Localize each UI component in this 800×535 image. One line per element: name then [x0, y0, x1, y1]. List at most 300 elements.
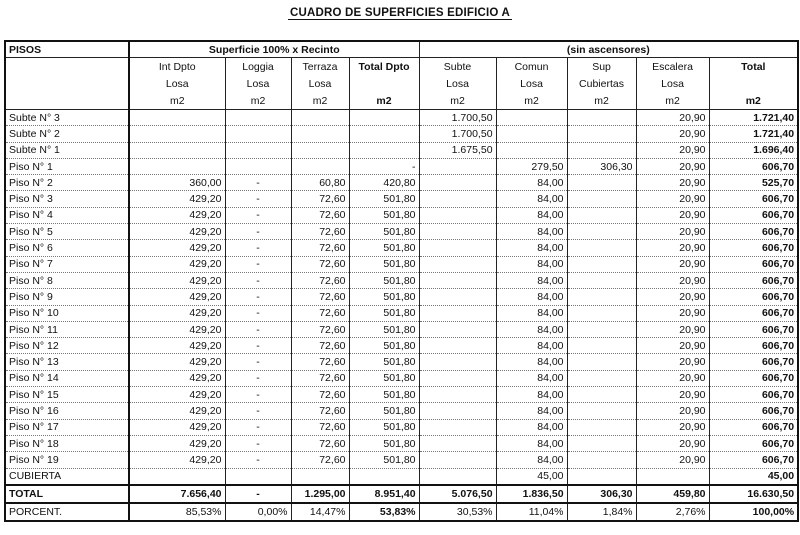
value-cell: 72,60: [291, 387, 349, 403]
value-cell: 606,70: [709, 240, 798, 256]
table-row: [5, 158, 798, 174]
value-cell: [419, 419, 496, 435]
table-row: [5, 175, 798, 191]
table-row: [5, 403, 798, 419]
value-cell: [291, 468, 349, 485]
value-cell: 429,20: [129, 191, 225, 207]
value-cell: 501,80: [349, 419, 419, 435]
value-cell: -: [349, 158, 419, 174]
value-cell: 7.656,40: [129, 485, 225, 503]
value-cell: [129, 110, 225, 126]
value-cell: [567, 435, 636, 451]
value-cell: 84,00: [496, 175, 567, 191]
value-cell: 72,60: [291, 370, 349, 386]
value-cell: 606,70: [709, 207, 798, 223]
value-cell: 84,00: [496, 338, 567, 354]
column-header-cell: Losa: [225, 75, 291, 92]
value-cell: 429,20: [129, 305, 225, 321]
row-label: TOTAL: [5, 485, 129, 503]
value-cell: 84,00: [496, 272, 567, 288]
value-cell: [496, 110, 567, 126]
row-label: Piso N° 5: [5, 224, 129, 240]
value-cell: 72,60: [291, 321, 349, 337]
value-cell: 501,80: [349, 207, 419, 223]
value-cell: 84,00: [496, 305, 567, 321]
value-cell: [567, 207, 636, 223]
value-cell: 501,80: [349, 452, 419, 468]
value-cell: [291, 158, 349, 174]
value-cell: -: [225, 224, 291, 240]
value-cell: [225, 126, 291, 142]
value-cell: -: [225, 305, 291, 321]
column-header-cell: Escalera: [636, 58, 709, 76]
value-cell: 72,60: [291, 207, 349, 223]
row-label: Piso N° 6: [5, 240, 129, 256]
value-cell: 20,90: [636, 338, 709, 354]
value-cell: [419, 240, 496, 256]
table-row: [5, 435, 798, 451]
value-cell: 429,20: [129, 354, 225, 370]
value-cell: 20,90: [636, 370, 709, 386]
value-cell: 20,90: [636, 240, 709, 256]
value-cell: 606,70: [709, 338, 798, 354]
value-cell: [349, 468, 419, 485]
value-cell: 306,30: [567, 485, 636, 503]
value-cell: 1.700,50: [419, 126, 496, 142]
value-cell: 606,70: [709, 191, 798, 207]
table-row: [5, 110, 798, 126]
value-cell: 84,00: [496, 435, 567, 451]
row-label: Piso N° 10: [5, 305, 129, 321]
row-label: Subte N° 2: [5, 126, 129, 142]
value-cell: -: [225, 403, 291, 419]
value-cell: [567, 452, 636, 468]
value-cell: 84,00: [496, 240, 567, 256]
value-cell: 84,00: [496, 321, 567, 337]
value-cell: [419, 256, 496, 272]
value-cell: 72,60: [291, 452, 349, 468]
value-cell: 11,04%: [496, 503, 567, 521]
value-cell: 84,00: [496, 452, 567, 468]
table-row: [5, 191, 798, 207]
value-cell: 606,70: [709, 256, 798, 272]
value-cell: 1.721,40: [709, 110, 798, 126]
table-row: [5, 321, 798, 337]
row-label: Piso N° 4: [5, 207, 129, 223]
value-cell: -: [225, 419, 291, 435]
column-header-cell: Sup: [567, 58, 636, 76]
value-cell: 0,00%: [225, 503, 291, 521]
column-header-cell: Losa: [636, 75, 709, 92]
value-cell: 501,80: [349, 289, 419, 305]
value-cell: [349, 126, 419, 142]
value-cell: 20,90: [636, 452, 709, 468]
value-cell: 429,20: [129, 452, 225, 468]
value-cell: 501,80: [349, 191, 419, 207]
table-row: [5, 142, 798, 158]
row-label: Piso N° 8: [5, 272, 129, 288]
value-cell: [419, 354, 496, 370]
table-row: [5, 224, 798, 240]
value-cell: 429,20: [129, 289, 225, 305]
value-cell: 20,90: [636, 207, 709, 223]
row-label: Piso N° 17: [5, 419, 129, 435]
column-header-cell: Cubiertas: [567, 75, 636, 92]
table-row: [5, 452, 798, 468]
value-cell: [225, 142, 291, 158]
value-cell: 72,60: [291, 305, 349, 321]
value-cell: 84,00: [496, 403, 567, 419]
column-header-cell: m2: [419, 92, 496, 110]
table-row: [5, 272, 798, 288]
value-cell: 20,90: [636, 191, 709, 207]
value-cell: 72,60: [291, 354, 349, 370]
value-cell: 45,00: [496, 468, 567, 485]
table-row: [5, 207, 798, 223]
value-cell: [567, 468, 636, 485]
value-cell: [567, 191, 636, 207]
column-header-cell: m2: [129, 92, 225, 110]
value-cell: 279,50: [496, 158, 567, 174]
value-cell: 8.951,40: [349, 485, 419, 503]
value-cell: 84,00: [496, 256, 567, 272]
value-cell: [567, 175, 636, 191]
column-header-cell: m2: [636, 92, 709, 110]
column-header-cell: m2: [567, 92, 636, 110]
value-cell: [225, 158, 291, 174]
column-header-cell: m2: [225, 92, 291, 110]
value-cell: [419, 321, 496, 337]
column-header-cell: m2: [291, 92, 349, 110]
value-cell: 20,90: [636, 126, 709, 142]
value-cell: [129, 142, 225, 158]
value-cell: 525,70: [709, 175, 798, 191]
group-header-sin-ascensores: (sin ascensores): [419, 41, 798, 58]
column-header-cell: Losa: [419, 75, 496, 92]
value-cell: [349, 142, 419, 158]
column-header-cell: Loggia: [225, 58, 291, 76]
value-cell: 501,80: [349, 272, 419, 288]
value-cell: [419, 435, 496, 451]
value-cell: 606,70: [709, 158, 798, 174]
value-cell: [567, 338, 636, 354]
value-cell: 72,60: [291, 338, 349, 354]
value-cell: 501,80: [349, 387, 419, 403]
table-row: [5, 289, 798, 305]
value-cell: 100,00%: [709, 503, 798, 521]
row-label: Piso N° 12: [5, 338, 129, 354]
value-cell: 606,70: [709, 435, 798, 451]
row-label: Subte N° 1: [5, 142, 129, 158]
value-cell: -: [225, 485, 291, 503]
value-cell: -: [225, 272, 291, 288]
row-label: PORCENT.: [5, 503, 129, 521]
row-label: CUBIERTA: [5, 468, 129, 485]
table-row: [5, 256, 798, 272]
value-cell: [129, 158, 225, 174]
value-cell: -: [225, 452, 291, 468]
value-cell: 1.696,40: [709, 142, 798, 158]
value-cell: -: [225, 289, 291, 305]
row-label: Piso N° 2: [5, 175, 129, 191]
value-cell: 429,20: [129, 224, 225, 240]
value-cell: 501,80: [349, 435, 419, 451]
value-cell: 1.836,50: [496, 485, 567, 503]
value-cell: 84,00: [496, 354, 567, 370]
value-cell: 1.675,50: [419, 142, 496, 158]
value-cell: 429,20: [129, 240, 225, 256]
row-label: Piso N° 14: [5, 370, 129, 386]
value-cell: 1.721,40: [709, 126, 798, 142]
percent-row: [5, 503, 798, 521]
row-label: Piso N° 19: [5, 452, 129, 468]
value-cell: 60,80: [291, 175, 349, 191]
value-cell: [496, 142, 567, 158]
value-cell: [567, 272, 636, 288]
value-cell: 429,20: [129, 435, 225, 451]
value-cell: [567, 370, 636, 386]
value-cell: 1.295,00: [291, 485, 349, 503]
value-cell: 20,90: [636, 289, 709, 305]
value-cell: 20,90: [636, 387, 709, 403]
value-cell: -: [225, 256, 291, 272]
value-cell: 84,00: [496, 387, 567, 403]
table-row: [5, 387, 798, 403]
column-header-cell: m2: [349, 92, 419, 110]
value-cell: 30,53%: [419, 503, 496, 521]
value-cell: 501,80: [349, 305, 419, 321]
value-cell: 53,83%: [349, 503, 419, 521]
total-row: [5, 485, 798, 503]
value-cell: 429,20: [129, 370, 225, 386]
value-cell: 20,90: [636, 224, 709, 240]
value-cell: [419, 224, 496, 240]
column-header-cell: Terraza: [291, 58, 349, 76]
value-cell: 20,90: [636, 175, 709, 191]
value-cell: 501,80: [349, 370, 419, 386]
value-cell: [129, 468, 225, 485]
value-cell: 606,70: [709, 354, 798, 370]
value-cell: [291, 126, 349, 142]
value-cell: 606,70: [709, 419, 798, 435]
value-cell: [225, 110, 291, 126]
value-cell: 501,80: [349, 403, 419, 419]
value-cell: 20,90: [636, 272, 709, 288]
value-cell: 72,60: [291, 191, 349, 207]
column-header-cell: Losa: [129, 75, 225, 92]
value-cell: 1.700,50: [419, 110, 496, 126]
value-cell: 420,80: [349, 175, 419, 191]
value-cell: 360,00: [129, 175, 225, 191]
value-cell: 429,20: [129, 256, 225, 272]
value-cell: 5.076,50: [419, 485, 496, 503]
value-cell: -: [225, 387, 291, 403]
value-cell: [419, 175, 496, 191]
column-header-cell: Losa: [291, 75, 349, 92]
value-cell: -: [225, 175, 291, 191]
table-row: [5, 468, 798, 485]
value-cell: [567, 126, 636, 142]
value-cell: 429,20: [129, 207, 225, 223]
value-cell: [419, 305, 496, 321]
value-cell: 606,70: [709, 289, 798, 305]
value-cell: 20,90: [636, 305, 709, 321]
value-cell: -: [225, 207, 291, 223]
row-label: Piso N° 13: [5, 354, 129, 370]
row-label: Piso N° 1: [5, 158, 129, 174]
value-cell: [567, 419, 636, 435]
value-cell: [419, 272, 496, 288]
row-label: Piso N° 18: [5, 435, 129, 451]
value-cell: [419, 338, 496, 354]
table-row: [5, 338, 798, 354]
row-label: Piso N° 16: [5, 403, 129, 419]
value-cell: 429,20: [129, 419, 225, 435]
column-header-cell: Total: [709, 58, 798, 76]
value-cell: 429,20: [129, 321, 225, 337]
value-cell: [567, 305, 636, 321]
value-cell: 72,60: [291, 240, 349, 256]
value-cell: -: [225, 338, 291, 354]
value-cell: [419, 387, 496, 403]
value-cell: 606,70: [709, 452, 798, 468]
value-cell: 429,20: [129, 338, 225, 354]
value-cell: [567, 321, 636, 337]
value-cell: 429,20: [129, 272, 225, 288]
value-cell: 72,60: [291, 256, 349, 272]
value-cell: [567, 256, 636, 272]
column-header-cell: Int Dpto: [129, 58, 225, 76]
value-cell: 20,90: [636, 403, 709, 419]
value-cell: [567, 224, 636, 240]
value-cell: 606,70: [709, 403, 798, 419]
value-cell: [567, 289, 636, 305]
value-cell: 45,00: [709, 468, 798, 485]
column-header-cell: Comun: [496, 58, 567, 76]
value-cell: 85,53%: [129, 503, 225, 521]
value-cell: 20,90: [636, 419, 709, 435]
row-label: Piso N° 11: [5, 321, 129, 337]
value-cell: 429,20: [129, 387, 225, 403]
value-cell: 72,60: [291, 289, 349, 305]
surface-table: [4, 40, 799, 522]
column-header-row: [5, 58, 798, 76]
value-cell: [567, 110, 636, 126]
value-cell: 84,00: [496, 207, 567, 223]
value-cell: [291, 110, 349, 126]
value-cell: 20,90: [636, 142, 709, 158]
header-group-row: [5, 41, 798, 58]
column-header-cell: Losa: [496, 75, 567, 92]
value-cell: 501,80: [349, 338, 419, 354]
row-label: Piso N° 3: [5, 191, 129, 207]
value-cell: [291, 142, 349, 158]
value-cell: [496, 126, 567, 142]
value-cell: 20,90: [636, 256, 709, 272]
value-cell: 72,60: [291, 403, 349, 419]
value-cell: 306,30: [567, 158, 636, 174]
value-cell: [567, 403, 636, 419]
value-cell: [419, 370, 496, 386]
row-label: Subte N° 3: [5, 110, 129, 126]
table-row: [5, 240, 798, 256]
value-cell: 72,60: [291, 419, 349, 435]
value-cell: 84,00: [496, 191, 567, 207]
value-cell: 14,47%: [291, 503, 349, 521]
pisos-header-spacer: [5, 75, 129, 92]
value-cell: 20,90: [636, 110, 709, 126]
value-cell: -: [225, 354, 291, 370]
value-cell: -: [225, 435, 291, 451]
value-cell: -: [225, 191, 291, 207]
value-cell: 84,00: [496, 289, 567, 305]
pisos-header-spacer: [5, 92, 129, 110]
value-cell: 20,90: [636, 435, 709, 451]
value-cell: 2,76%: [636, 503, 709, 521]
sheet-title: [0, 7, 800, 19]
value-cell: 72,60: [291, 272, 349, 288]
value-cell: 501,80: [349, 224, 419, 240]
row-label: Piso N° 15: [5, 387, 129, 403]
value-cell: 459,80: [636, 485, 709, 503]
value-cell: [419, 191, 496, 207]
value-cell: 72,60: [291, 435, 349, 451]
table-row: [5, 370, 798, 386]
pisos-header-spacer: [5, 58, 129, 76]
value-cell: 20,90: [636, 158, 709, 174]
value-cell: 606,70: [709, 272, 798, 288]
value-cell: 72,60: [291, 224, 349, 240]
column-header-cell: Total Dpto: [349, 58, 419, 76]
value-cell: 84,00: [496, 224, 567, 240]
value-cell: 84,00: [496, 370, 567, 386]
value-cell: 1,84%: [567, 503, 636, 521]
value-cell: -: [225, 240, 291, 256]
value-cell: [567, 240, 636, 256]
value-cell: -: [225, 370, 291, 386]
table-row: [5, 305, 798, 321]
value-cell: [129, 126, 225, 142]
value-cell: 20,90: [636, 321, 709, 337]
column-header-row: [5, 92, 798, 110]
value-cell: [567, 354, 636, 370]
value-cell: [225, 468, 291, 485]
group-header-surface: Superficie 100% x Recinto: [129, 41, 419, 58]
table-row: [5, 354, 798, 370]
value-cell: 16.630,50: [709, 485, 798, 503]
column-header-cell: m2: [709, 92, 798, 110]
value-cell: 501,80: [349, 240, 419, 256]
value-cell: [419, 468, 496, 485]
table-row: [5, 419, 798, 435]
value-cell: 501,80: [349, 256, 419, 272]
value-cell: [567, 142, 636, 158]
value-cell: [636, 468, 709, 485]
column-header-cell: m2: [496, 92, 567, 110]
row-label: Piso N° 9: [5, 289, 129, 305]
value-cell: 606,70: [709, 224, 798, 240]
value-cell: 606,70: [709, 305, 798, 321]
pisos-header: PISOS: [5, 41, 129, 58]
row-label: Piso N° 7: [5, 256, 129, 272]
table-body: [5, 41, 798, 521]
value-cell: [419, 207, 496, 223]
column-header-cell: [709, 75, 798, 92]
column-header-cell: [349, 75, 419, 92]
value-cell: [567, 387, 636, 403]
value-cell: 606,70: [709, 387, 798, 403]
value-cell: -: [225, 321, 291, 337]
